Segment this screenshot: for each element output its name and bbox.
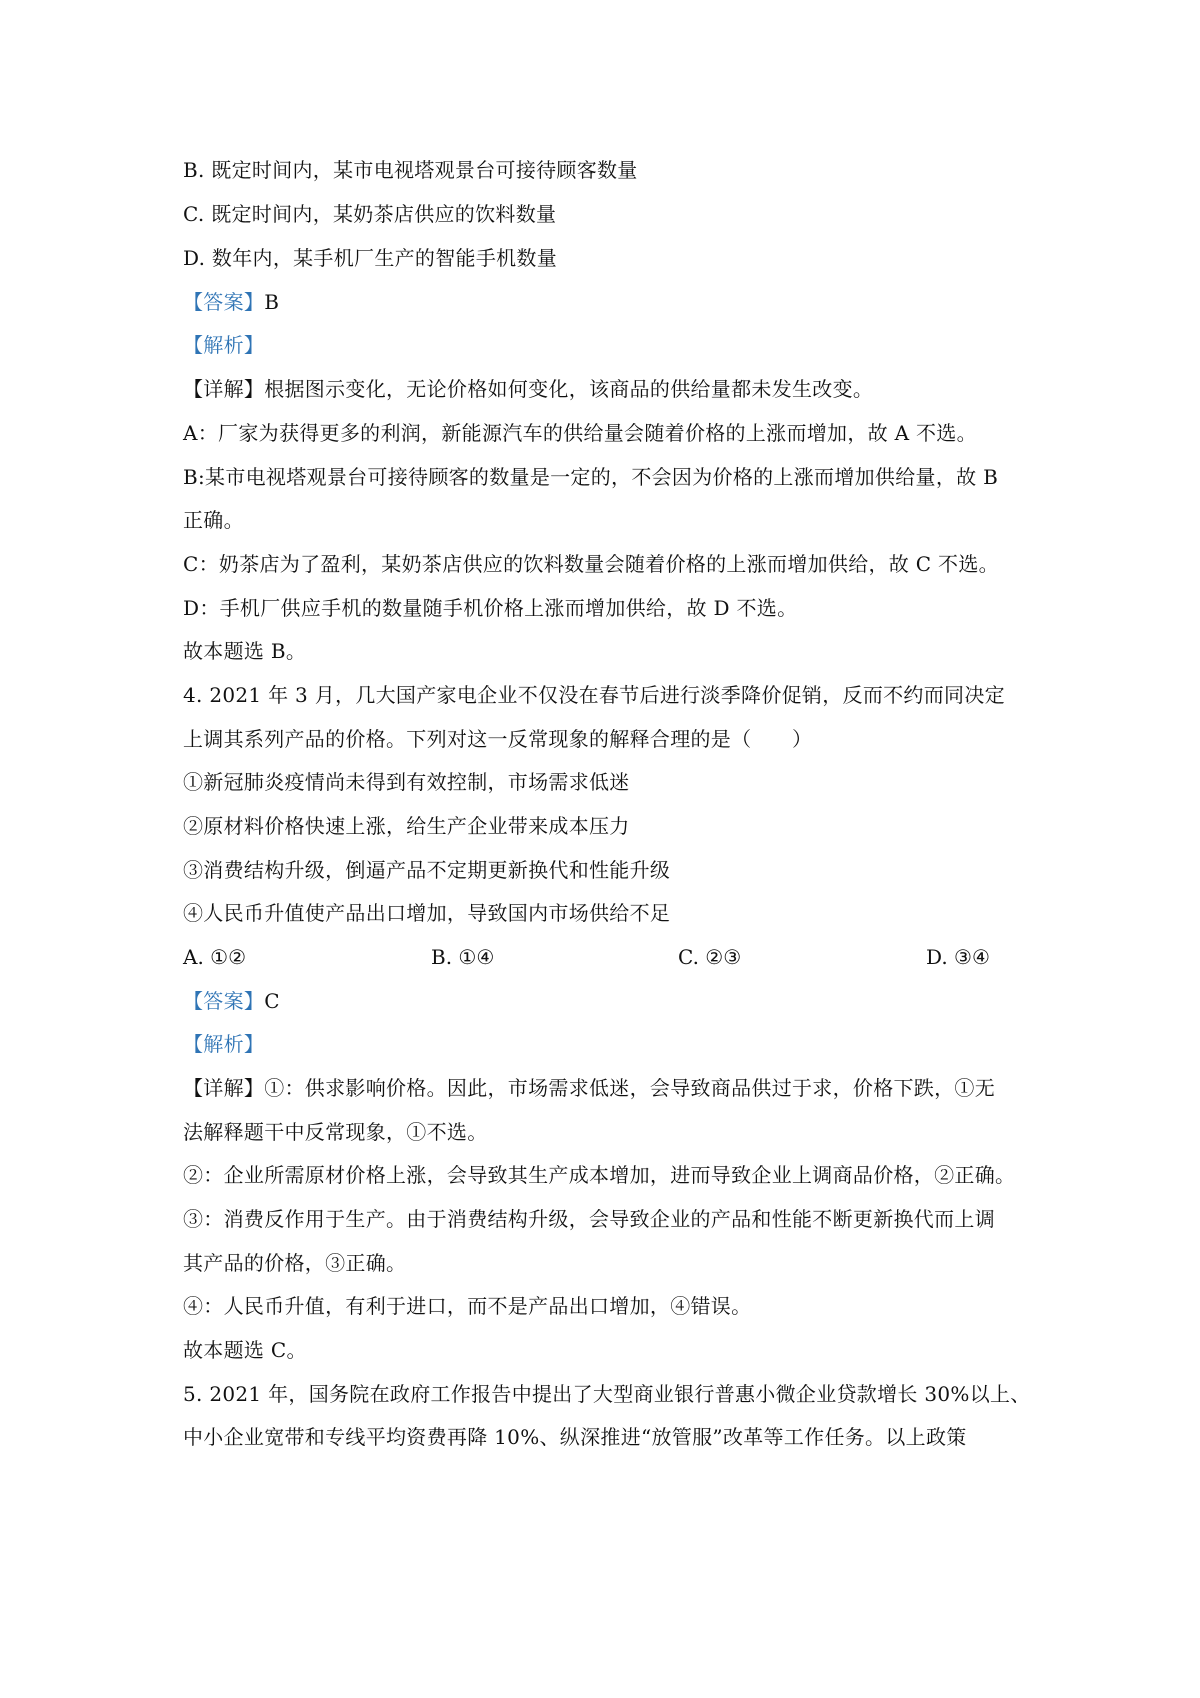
q4-choice-b: B. ①④: [431, 945, 495, 969]
q4-analysis-label: 【解析】: [183, 1032, 265, 1056]
q3-line-a: A：厂家为获得更多的利润，新能源汽车的供给量会随着价格的上涨而增加，故 A 不选。: [183, 421, 977, 445]
q5-stem-line2: 中小企业宽带和专线平均资费再降 10%、纵深推进“放管服”改革等工作任务。以上政策: [183, 1425, 967, 1449]
detail-label: 【详解】: [183, 1076, 265, 1100]
q3-detail: [183, 375, 1043, 403]
q4-detail-1b: 法解释题干中反常现象，①不选。: [183, 1120, 488, 1144]
q3-option-b: B. 既定时间内，某市电视塔观景台可接待顾客数量: [183, 158, 638, 182]
q4-answer: [183, 987, 1043, 1015]
q3-line-b2: 正确。: [183, 508, 244, 532]
q3-option-d: D. 数年内，某手机厂生产的智能手机数量: [183, 246, 558, 270]
q4-stem-line1: 4. 2021 年 3 月，几大国产家电企业不仅没在春节后进行淡季降价促销，反而不约而同决定: [183, 683, 1005, 707]
q4-item-2: ②原材料价格快速上涨，给生产企业带来成本压力: [183, 814, 630, 838]
q4-conclusion: 故本题选 C。: [183, 1338, 307, 1362]
q4-choice-d: D. ③④: [926, 945, 990, 969]
q3-option-c: C. 既定时间内，某奶茶店供应的饮料数量: [183, 202, 557, 226]
detail-label: 【详解】: [183, 377, 265, 401]
q3-line-d: D：手机厂供应手机的数量随手机价格上涨而增加供给，故 D 不选。: [183, 596, 798, 620]
q4-item-1: ①新冠肺炎疫情尚未得到有效控制，市场需求低迷: [183, 770, 630, 794]
answer-value: B: [264, 290, 280, 314]
q4-stem-line2: 上调其系列产品的价格。下列对这一反常现象的解释合理的是（ ）: [183, 727, 813, 751]
q4-item-4: ④人民币升值使产品出口增加，导致国内市场供给不足: [183, 901, 671, 925]
q4-choice-c: C. ②③: [678, 945, 742, 969]
detail-text: 根据图示变化，无论价格如何变化，该商品的供给量都未发生改变。: [264, 377, 874, 401]
answer-label: 【答案】: [183, 989, 265, 1013]
detail-text: ①：供求影响价格。因此，市场需求低迷，会导致商品供过于求，价格下跌，①无: [264, 1076, 996, 1100]
answer-value: C: [264, 989, 280, 1013]
q3-conclusion: 故本题选 B。: [183, 639, 307, 663]
q4-detail-4: ④：人民币升值，有利于进口，而不是产品出口增加，④错误。: [183, 1294, 752, 1318]
q4-detail-3b: 其产品的价格，③正确。: [183, 1251, 407, 1275]
q4-item-3: ③消费结构升级，倒逼产品不定期更新换代和性能升级: [183, 858, 671, 882]
answer-label: 【答案】: [183, 290, 265, 314]
q4-detail-3: ③：消费反作用于生产。由于消费结构升级，会导致企业的产品和性能不断更新换代而上调: [183, 1207, 995, 1231]
q4-choice-a: A. ①②: [183, 945, 247, 969]
q3-analysis-label: 【解析】: [183, 333, 265, 357]
q5-stem-line1: 5. 2021 年，国务院在政府工作报告中提出了大型商业银行普惠小微企业贷款增长 30%以上、: [183, 1382, 1031, 1406]
q3-answer: [183, 288, 1043, 316]
q4-detail-2: ②：企业所需原材价格上涨，会导致其生产成本增加，进而导致企业上调商品价格，②正确。: [183, 1163, 1016, 1187]
q4-detail-1: [183, 1074, 1043, 1102]
q3-line-b1: B:某市电视塔观景台可接待顾客的数量是一定的，不会因为价格的上涨而增加供给量，故 B: [183, 465, 999, 489]
q3-line-c: C：奶茶店为了盈利，某奶茶店供应的饮料数量会随着价格的上涨而增加供给，故 C 不选。: [183, 552, 999, 576]
